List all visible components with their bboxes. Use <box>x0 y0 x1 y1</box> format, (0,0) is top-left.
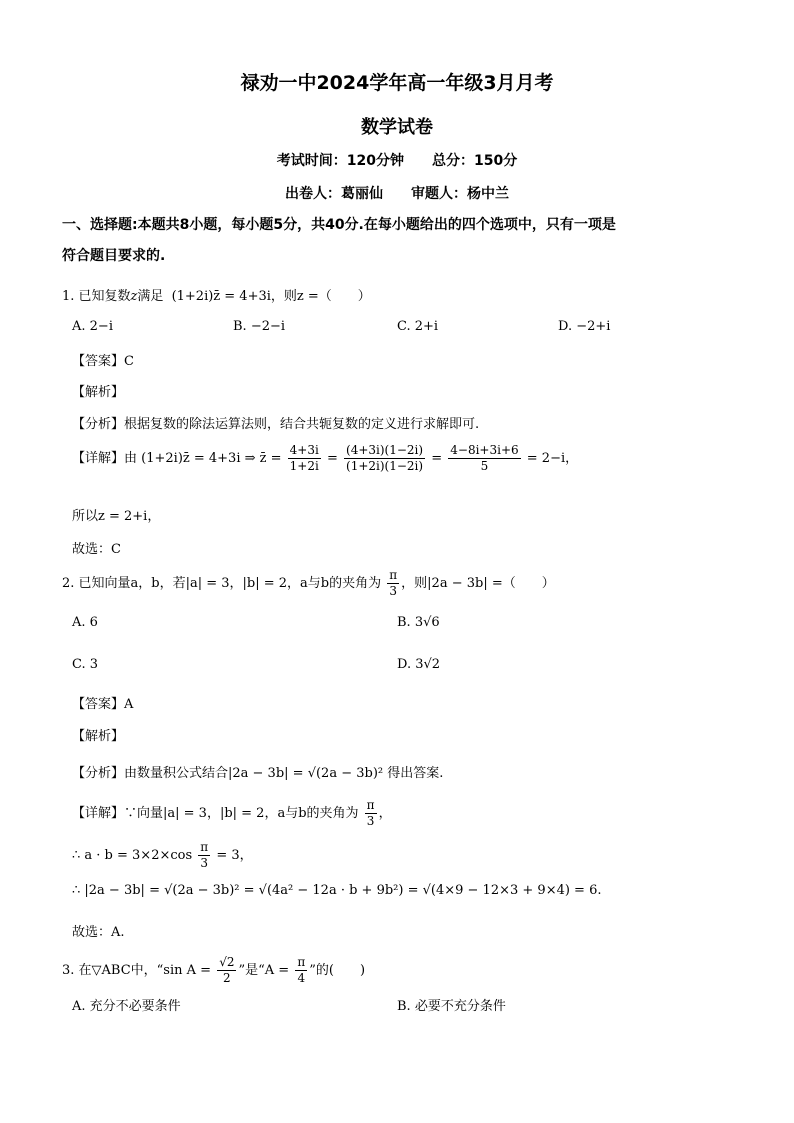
q1-option-c: C. 2+i <box>397 319 439 334</box>
q1-jiexi-label: 【解析】 <box>72 385 125 400</box>
question-2-stem: 2. 已知向量a，b，若|a| = 3，|b| = 2，a与b的夹角为 $\frac{\pi}{3}$ ，则|2a − 3b| =（ ） <box>62 568 555 598</box>
question-1-stem: 1. 已知复数z满足 (1+2i)z̄ = 4+3i，则z =（ ） <box>62 289 371 304</box>
q2-cos-frac: $\frac{\pi}{3}$ <box>200 840 209 870</box>
q2-detail-2: ∴ a · b = 3×2×cos $\frac{\pi}{3}$ = 3， <box>72 840 253 870</box>
q1-option-a: A. 2−i <box>72 319 113 334</box>
section-heading-cont: 符合题目要求的. <box>62 248 166 264</box>
q2-detail-angle-frac: $\frac{\pi}{3}$ <box>366 798 375 828</box>
q2-jiexi-label: 【解析】 <box>72 729 125 744</box>
page-title: 禄劝一中2024学年高一年级3月月考 <box>240 72 554 94</box>
q2-option-c: C. 3 <box>72 657 99 672</box>
q1-option-d: D. −2+i <box>558 319 611 334</box>
section-heading: 一、选择题:本题共8小题，每小题5分，共40分.在每小题给出的四个选项中，只有一项是 <box>62 217 616 233</box>
q2-option-b: B. 3√6 <box>397 615 440 630</box>
q1-option-b: B. −2−i <box>233 319 286 334</box>
question-3-stem: 3. 在▽ABC中，“sin A = $\frac{√2}{2}$ ”是“A = $\frac{\pi}{4}$ ”的( ) <box>62 955 366 985</box>
q2-answer: 【答案】A <box>72 697 134 712</box>
q1-choose: 故选：C <box>72 542 121 557</box>
q1-frac-3: $\frac{4-8i+3i+6}{5}$ <box>450 443 519 473</box>
q1-frac-2: $\frac{(4+3i)(1-2i)}{(1+2i)(1-2i)}$ <box>346 443 424 473</box>
q1-detail: 【详解】由 (1+2i)z̄ = 4+3i ⇒ z̄ = $\frac{4+3i}{1+2i}$ = $\frac{(4+3i)(1-2i)}{(1+2i)(1-2i)}$ = $\frac{4-8i+3i+6}{5}$ = 2−i， <box>72 443 579 473</box>
q2-option-a: A. 6 <box>72 615 98 630</box>
q1-answer: 【答案】C <box>72 354 134 369</box>
q3-option-a: A. 充分不必要条件 <box>72 999 181 1014</box>
q2-detail-1: 【详解】∵向量|a| = 3，|b| = 2，a与b的夹角为 $\frac{\pi}{3}$ ， <box>72 798 392 828</box>
q3-frac-2: $\frac{\pi}{4}$ <box>297 955 306 985</box>
q2-option-d: D. 3√2 <box>397 657 441 672</box>
q2-choose: 故选：A. <box>72 925 125 940</box>
subject-title: 数学试卷 <box>361 117 433 138</box>
q1-frac-1: $\frac{4+3i}{1+2i}$ <box>289 443 319 473</box>
exam-info: 考试时间：120分钟 总分：150分 <box>276 153 518 169</box>
q2-analysis: 【分析】由数量积公式结合|2a − 3b| = √(2a − 3b)² 得出答案. <box>72 766 444 781</box>
q1-so: 所以z = 2+i， <box>72 509 161 524</box>
q3-option-b: B. 必要不充分条件 <box>397 999 506 1014</box>
q2-angle-frac: $\frac{\pi}{3}$ <box>389 568 398 598</box>
q3-frac-1: $\frac{√2}{2}$ <box>219 955 235 985</box>
q1-analysis: 【分析】根据复数的除法运算法则，结合共轭复数的定义进行求解即可. <box>72 417 480 432</box>
authors: 出卷人：葛丽仙 审题人：杨中兰 <box>285 186 509 202</box>
q2-detail-3: ∴ |2a − 3b| = √(2a − 3b)² = √(4a² − 12a · b + 9b²) = √(4×9 − 12×3 + 9×4) = 6. <box>72 883 602 898</box>
